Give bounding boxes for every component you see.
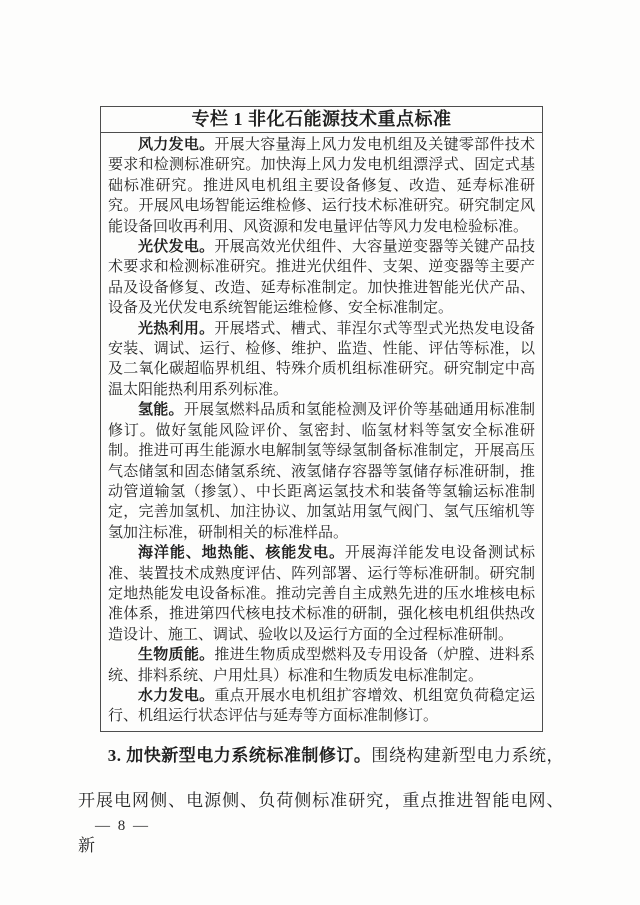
- box-paragraph-photovoltaic: [108, 237, 535, 319]
- box-paragraph-solar-thermal: [108, 319, 535, 401]
- column-box-title: 专栏 1 非化石能源技术重点标准: [101, 107, 542, 133]
- paragraph-text: 推进生物质成型燃料及专用设备（炉膛、进料系统、排料系统、户用灶具）标准和生物质发电标准制定。: [108, 647, 535, 684]
- paragraph-lead: 光伏发电。: [138, 239, 215, 256]
- column-box: [100, 106, 543, 732]
- paragraph-lead: 海洋能、地热能、核能发电。: [138, 545, 345, 562]
- page-number: — 8 —: [95, 818, 150, 834]
- box-paragraph-ocean-geothermal-nuclear: [108, 543, 535, 645]
- column-box-body: [101, 133, 542, 731]
- box-paragraph-hydrogen: [108, 400, 535, 543]
- paragraph-lead: 氢能。: [138, 402, 184, 419]
- paragraph-text: 重点开展水电机组扩容增效、机组宽负荷稳定运行、机组运行状态评估与延寿等方面标准制修订。: [108, 687, 535, 725]
- box-paragraph-wind-power: [108, 135, 535, 237]
- box-paragraph-biomass: [108, 645, 535, 686]
- paragraph-text: 开展氢燃料品质和氢能检测及评价等基础通用标准制修订。做好氢能风险评价、氢密封、临氢材料等氢安全标准研制。推进可再生能源水电解制氢等绿氢制备标准制定，开展高压气态储氢和固态储氢系统、液氢储存容器等氢储存标准研制，推动管道输氢（掺氢）、中长距离运氢技术和装备等氢输运标准制定，完善加氢机、加注协议、加氢站用氢气阀门、氢气压缩机等氢加注标准，研制相关的标准样品。: [108, 402, 535, 541]
- paragraph-lead: 生物质能。: [138, 647, 215, 664]
- paragraph-lead: 水力发电。: [138, 687, 215, 704]
- paragraph-lead: 风力发电。: [138, 137, 215, 153]
- paragraph-text: 开展高效光伏组件、大容量逆变器等关键产品技术要求和检测标准研究。推进光伏组件、支架、逆变器等主要产品及设备修复、改造、延寿标准制定。加快推进智能光伏产品、设备及光伏发电系统智能运维检修、安全标准制定。: [108, 239, 535, 317]
- box-paragraph-hydropower: [108, 686, 535, 727]
- body-paragraph-lead: 3. 加快新型电力系统标准制修订。: [107, 746, 372, 765]
- paragraph-lead: 光热利用。: [138, 320, 215, 337]
- paragraph-text: 开展大容量海上风力发电机组及关键零部件技术要求和检测标准研究。加快海上风力发电机组漂浮式、固定式基础标准研究。推进风电机组主要设备修复、改造、延寿标准研究。开展风电场智能运维检修、运行技术标准研究。研究制定风能设备回收再利用、风资源和发电量评估等风力发电检验标准。: [108, 137, 535, 235]
- paragraph-text: 开展塔式、槽式、菲涅尔式等型式光热发电设备安装、调试、运行、检修、维护、监造、性能、评估等标准，以及二氧化碳超临界机组、特殊介质机组标准研究。研究制定中高温太阳能热利用系列标准。: [108, 320, 535, 398]
- body-paragraph-text: 围绕构建新型电力系统，开展电网侧、电源侧、负荷侧标准研究，重点推进智能电网、新: [78, 746, 565, 855]
- body-paragraph-item3: [78, 733, 564, 868]
- paragraph-text: 开展海洋能发电设备测试标准、装置技术成熟度评估、阵列部署、运行等标准研制。研究制定地热能发电设备标准。推动完善自主成熟先进的压水堆核电标准体系，推进第四代核电技术标准的研制，强化核电机组供热改造设计、施工、调试、验收以及运行方面的全过程标准研制。: [108, 545, 535, 643]
